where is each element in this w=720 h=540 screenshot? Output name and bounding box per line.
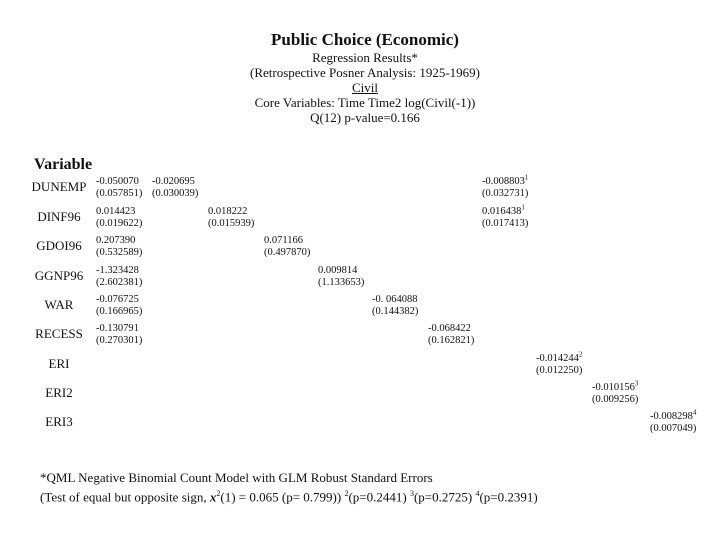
standard-error: (0.017413) [482, 218, 529, 229]
variable-label-dunemp: DUNEMP [31, 179, 87, 194]
footnote-test-c: (p=0.2725) [413, 489, 473, 505]
variable-label-eri2: ERI2 [45, 385, 73, 400]
coefficient: -0. 064088 [372, 294, 418, 305]
coefficient: 0.018222 [208, 206, 248, 217]
footnote-test-prefix: (Test of equal but opposite sign, [40, 489, 210, 505]
table-cell [96, 206, 142, 230]
coefficient: -1.323428 [96, 265, 139, 276]
footnote-test-b: (p=0.2441) [348, 489, 407, 505]
standard-error: (0.012250) [536, 365, 583, 376]
coefficient: 0.009814 [318, 265, 358, 276]
footnote-sup-4: 4 [475, 489, 480, 498]
standard-error: (0.007049) [650, 423, 697, 434]
table-cell [264, 235, 310, 259]
variable-label-recess: RECESS [35, 326, 83, 341]
coefficient-note-marker: 1 [521, 203, 525, 212]
coefficient: 0.071166 [264, 235, 303, 246]
standard-error: (0.015939) [208, 218, 255, 229]
header [0, 30, 720, 125]
table-cell [152, 176, 198, 200]
variable-label-war: WAR [44, 297, 74, 312]
coefficient: -0.010156$^3$ [592, 379, 639, 393]
table-cell [96, 265, 142, 289]
coefficient: -0.008803$^1$ [482, 173, 529, 187]
q-test-pvalue: Q(12) p-value=0.166 [310, 110, 420, 125]
variable-label-dinf96: DINF96 [37, 209, 81, 224]
footnote-sup-3: 3 [409, 489, 414, 498]
table-cell [650, 408, 697, 435]
table-cell [428, 323, 474, 347]
standard-error: (0.497870) [264, 247, 311, 258]
standard-error: (1.133653) [318, 277, 365, 288]
coefficient-note-marker: 3 [634, 379, 639, 388]
coefficient: -0.008298$^4$ [650, 408, 697, 422]
coefficient: -0.130791 [96, 323, 139, 334]
coefficient: -0.020695 [152, 176, 195, 187]
chi-symbol: x [209, 489, 217, 505]
coefficient: 0.207390 [96, 235, 136, 246]
coefficient: -0.050070 [96, 176, 139, 187]
standard-error: (0.019622) [96, 218, 143, 229]
standard-error: (0.162821) [428, 335, 475, 346]
core-variables: Core Variables: Time Time2 log(Civil(-1)) [254, 95, 476, 110]
chi-superscript: 2 [216, 489, 221, 498]
subtitle: Regression Results* [312, 50, 418, 65]
coefficient-note-marker: 1 [524, 173, 529, 182]
standard-error: (0.166965) [96, 306, 143, 317]
variable-label-eri3: ERI3 [45, 414, 73, 429]
table-cell [372, 294, 418, 318]
variable-label-eri: ERI [48, 356, 70, 371]
standard-error: (0.270301) [96, 335, 143, 346]
category-label: Civil [351, 80, 378, 95]
footnote-test-d: (p=0.2391) [479, 489, 538, 505]
table-cell [536, 350, 583, 377]
coefficient: -0.076725 [96, 294, 139, 305]
standard-error: (0.057851) [96, 188, 143, 199]
table-cell [96, 294, 142, 318]
standard-error: (0.009256) [592, 394, 639, 405]
standard-error: (0.032731) [482, 188, 529, 199]
coefficient: -0.014244$^2$ [536, 350, 583, 364]
footnote-test [40, 489, 538, 505]
table-cell [482, 203, 529, 230]
variable-label-gdoi96: GDOI96 [36, 238, 82, 253]
coefficient: -0.068422 [428, 323, 471, 334]
standard-error: (0.532589) [96, 247, 143, 258]
standard-error: (0.030039) [152, 188, 199, 199]
variable-heading: Variable [34, 156, 93, 173]
footnote-sup-2: 2 [344, 489, 349, 498]
table-cell [96, 176, 142, 200]
table-cell [96, 323, 142, 347]
table-cell [592, 379, 639, 406]
page-title: Public Choice (Economic) [271, 30, 459, 49]
coefficient: 0.016438$^1$ [482, 203, 525, 217]
variable-label-ggnp96: GGNP96 [34, 268, 84, 283]
standard-error: (0.144382) [372, 306, 419, 317]
table-cell [482, 173, 529, 200]
table-cell [318, 265, 364, 289]
table-cell [96, 235, 142, 259]
analysis-period: (Retrospective Posner Analysis: 1925-1969) [250, 65, 480, 80]
footnote-model: *QML Negative Binomial Count Model with GLM Robust Standard Errors [40, 470, 433, 485]
coefficient-note-marker: 4 [692, 408, 697, 417]
footnote-test-a: (1) = 0.065 (p= 0.799)) [220, 489, 342, 505]
table-cell [208, 206, 254, 230]
standard-error: (2.602381) [96, 277, 143, 288]
coefficient: 0.014423 [96, 206, 136, 217]
coefficient-note-marker: 2 [578, 350, 583, 359]
